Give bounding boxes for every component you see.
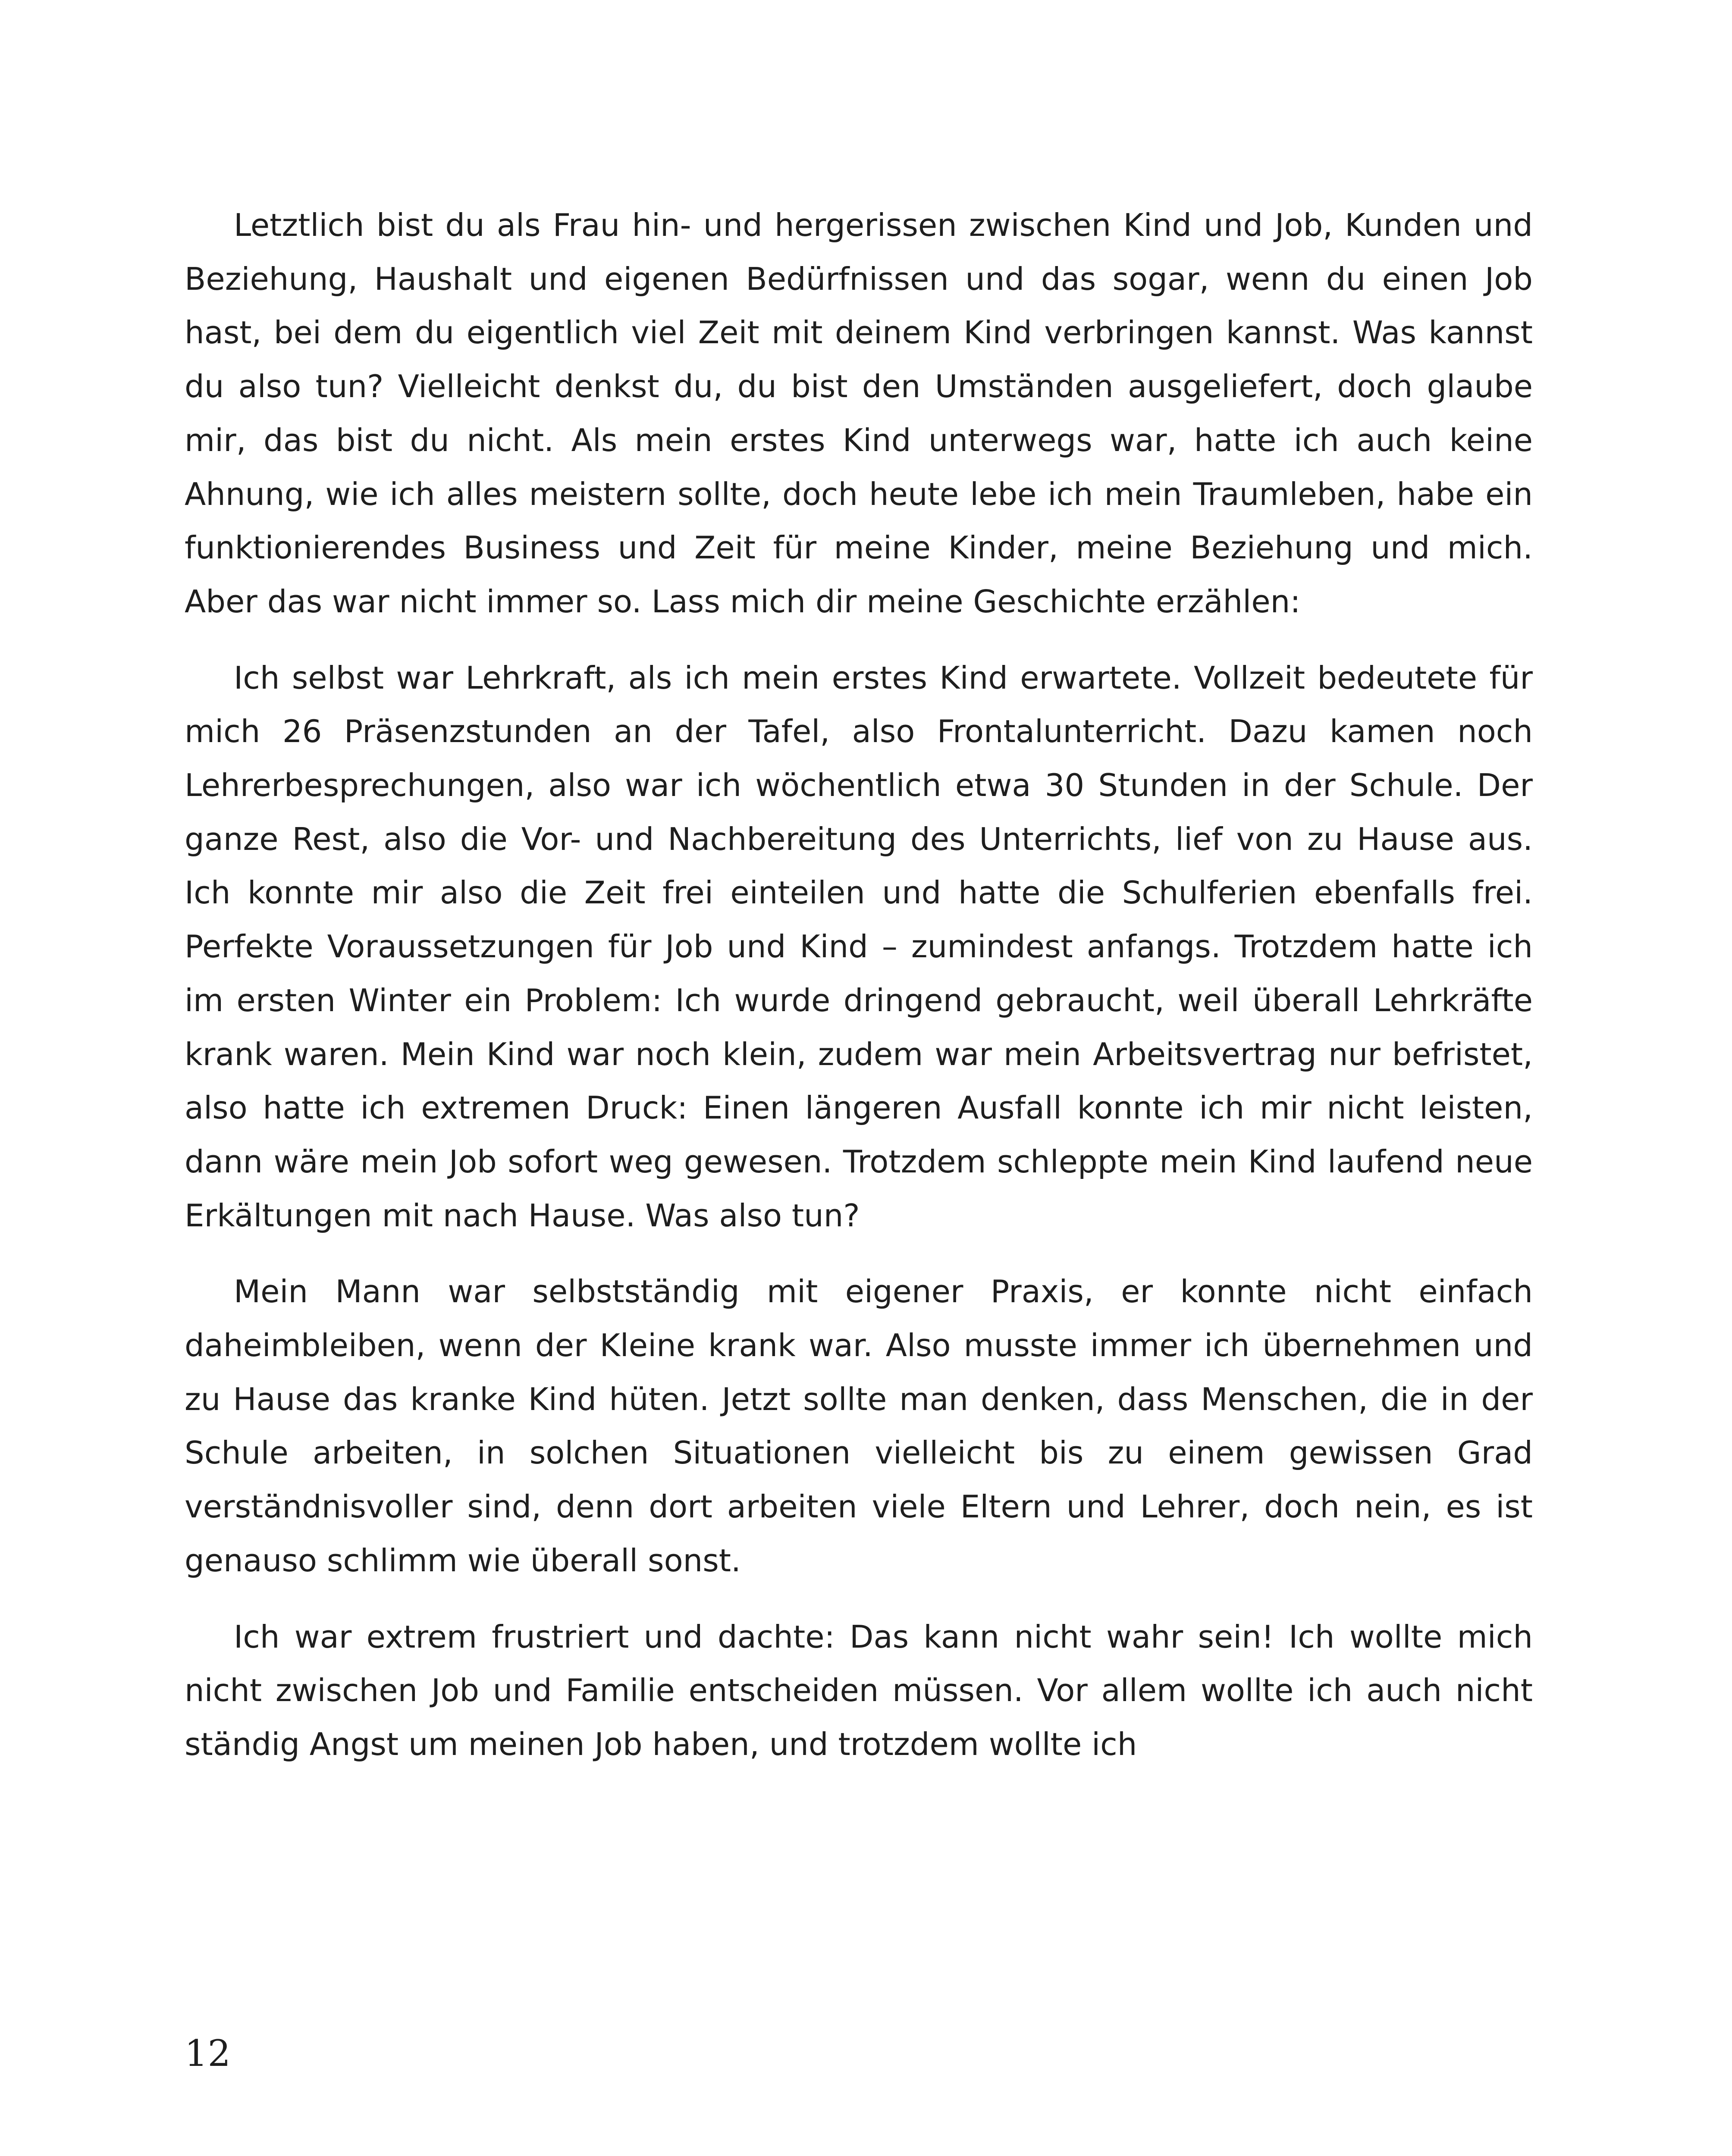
paragraph-4: Ich war extrem frustriert und dachte: Das kann nicht wahr sein! Ich wollte mich nicht zwischen Job und Familie entscheiden müssen. Vor allem wollte ich auch nicht ständig Angst um meinen Job haben, und trotzdem wollte ich (185, 1618, 1533, 1762)
paragraph-2: Ich selbst war Lehrkraft, als ich mein erstes Kind erwartete. Vollzeit bedeutete für mich 26 Präsenzstunden an der Tafel, also Frontalunterricht. Dazu kamen noch Lehrerbesprechungen, also war ich wöchentlich etwa 30 Stunden in der Schule. Der ganze Rest, also die Vor- und Nachbereitung des Unterrichts, lief von zu Hause aus. Ich konnte mir also die Zeit frei einteilen und hatte die Schulferien ebenfalls frei. Perfekte Voraussetzungen für Job und Kind – zumindest anfangs. Trotzdem hatte ich im ersten Winter ein Problem: Ich wurde dringend gebraucht, weil überall Lehrkräfte krank waren. Mein Kind war noch klein, zudem war mein Arbeitsvertrag nur befristet, also hatte ich extremen Druck: Einen längeren Ausfall konnte ich mir nicht leisten, dann wäre mein Job sofort weg gewesen. Trotzdem schleppte mein Kind laufend neue Erkältungen mit nach Hause. Was also tun? (185, 659, 1533, 1234)
paragraph-1: Letztlich bist du als Frau hin- und hergerissen zwischen Kind und Job, Kunden und Beziehung, Haushalt und eigenen Bedürfnissen und das sogar, wenn du einen Job hast, bei dem du eigentlich viel Zeit mit deinem Kind verbringen kannst. Was kannst du also tun? Vielleicht denkst du, du bist den Umständen ausgeliefert, doch glaube mir, das bist du nicht. Als mein erstes Kind unterwegs war, hatte ich auch keine Ahnung, wie ich alles meistern sollte, doch heute lebe ich mein Traumleben, habe ein funktionierendes Business und Zeit für meine Kinder, meine Beziehung und mich. Aber das war nicht immer so. Lass mich dir meine Geschichte erzählen: (185, 207, 1533, 620)
body-text (185, 198, 1533, 1771)
paragraph-3: Mein Mann war selbstständig mit eigener Praxis, er konnte nicht einfach daheimbleiben, wenn der Kleine krank war. Also musste immer ich übernehmen und zu Hause das kranke Kind hüten. Jetzt sollte man denken, dass Menschen, die in der Schule arbeiten, in solchen Situationen vielleicht bis zu einem gewissen Grad verständnisvoller sind, denn dort arbeiten viele Eltern und Lehrer, doch nein, es ist genauso schlimm wie überall sonst. (185, 1273, 1533, 1579)
page-number: 12 (185, 2032, 231, 2075)
